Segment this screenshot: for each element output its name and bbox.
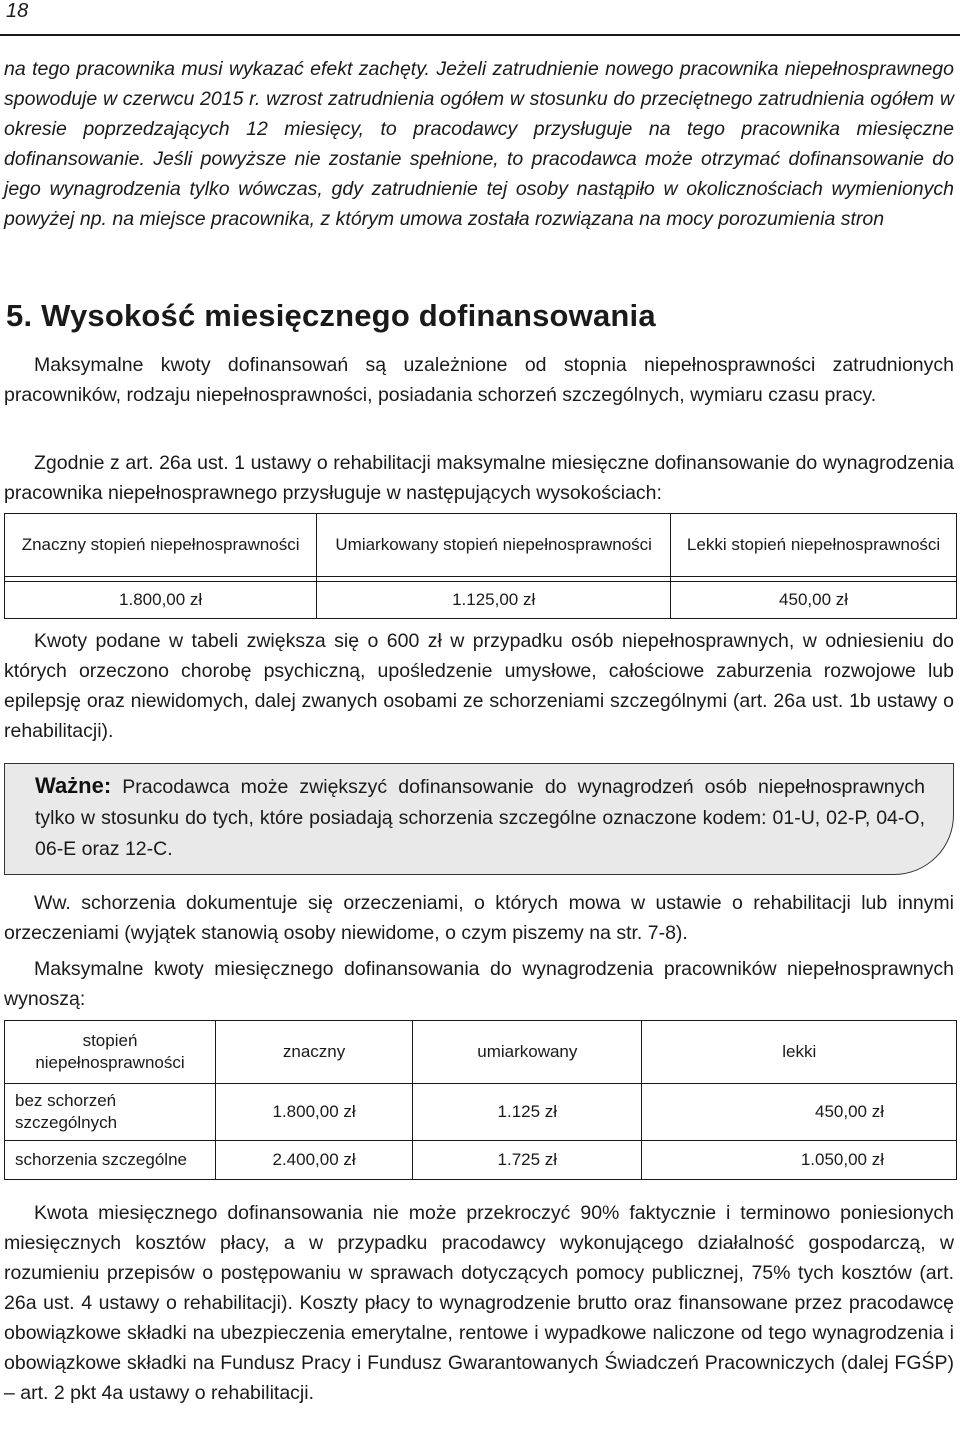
table-cell: 450,00 zł [671,582,957,619]
table-cell: 450,00 zł [642,1084,957,1141]
section-heading: 5. Wysokość miesięcznego dofinansowania [6,298,656,333]
table-cell: 1.725 zł [413,1141,642,1180]
paragraph-max-monthly: Maksymalne kwoty miesięcznego dofinansowania do wynagrodzenia pracowników niepełnosprawnych wynoszą: [4,958,954,1010]
amounts-table [4,513,957,619]
paragraph-legal-basis: Zgodnie z art. 26a ust. 1 ustawy o rehabilitacji maksymalne miesięczne dofinansowanie do wynagrodzenia pracownika niepełnosprawnego przysługuje w następujących wysokościach: [4,452,954,504]
table-cell: 2.400,00 zł [216,1141,413,1180]
table-row-label: schorzenia szczególne [5,1141,216,1180]
table-cell: 1.800,00 zł [216,1084,413,1141]
table-header-cell: umiarkowany [413,1021,642,1084]
header-rule [0,34,960,36]
table-row-label: bez schorzeń szczególnych [5,1084,216,1141]
table-header-cell: lekki [642,1021,957,1084]
callout-body [35,770,925,865]
table-header-cell: stopień niepełnosprawności [5,1021,216,1084]
important-callout [4,763,954,875]
paragraph-increase: Kwoty podane w tabeli zwiększa się o 600 zł w przypadku osób niepełnosprawnych, w odniesieniu do których orzeczono chorobę psychiczną, upośledzenie umysłowe, całościowe zaburzenia rozwojowe lub epilepsję oraz niewidomych, dalej zwanych osobami ze schorzeniami szczególnymi (art. 26a ust. 1b ustawy o rehabilitacji). [4,630,954,742]
callout-text: Pracodawca może zwiększyć dofinansowanie do wynagrodzeń osób niepełnosprawnych tylko w stosunku do tych, które posiadają schorzenia szczególne oznaczone kodem: 01-U, 02-P, 04-O, 06-E oraz 12-C. [35,776,925,860]
table-header-cell: Lekki stopień niepełnosprawności [671,514,957,577]
table-header-cell: znaczny [216,1021,413,1084]
paragraph-documentation: Ww. schorzenia dokumentuje się orzeczeniami, o których mowa w ustawie o rehabilitacji lub innymi orzeczeniami (wyjątek stanowią osoby niewidome, o czym piszemy na str. 7-8). [4,892,954,944]
intro-paragraph: na tego pracownika musi wykazać efekt zachęty. Jeżeli zatrudnienie nowego pracownika niepełnosprawnego spowoduje w czerwcu 2015 r. wzrost zatrudnienia ogółem w stosunku do przeciętnego zatrudnienia ogółem w okresie poprzedzających 12 miesięcy, to pracodawcy przysługuje na tego pracownika miesięczne dofinansowanie. Jeśli powyższe nie zostanie spełnione, to pracodawca może otrzymać dofinansowanie do jego wynagrodzenia tylko wówczas, gdy zatrudnienie tej osoby nastąpiło w okolicznościach wymienionych powyżej np. na miejsce pracownika, z którym umowa została rozwiązana na mocy porozumienia stron [4,58,954,230]
paragraph-max-amounts: Maksymalne kwoty dofinansowań są uzależnione od stopnia niepełnosprawności zatrudnionych pracowników, rodzaju niepełnosprawności, posiadania schorzeń szczególnych, wymiaru czasu pracy. [4,354,954,406]
table-cell: 1.125 zł [413,1084,642,1141]
paragraph-limits: Kwota miesięcznego dofinansowania nie może przekroczyć 90% faktycznie i terminowo poniesionych miesięcznych kosztów płacy, a w przypadku pracodawcy wykonującego działalność gospodarczą, w rozumieniu przepisów o postępowaniu w sprawach dotyczących pomocy publicznej, 75% tych kosztów (art. 26a ust. 4 ustawy o rehabilitacji). Koszty płacy to wynagrodzenie brutto oraz finansowane przez pracodawcę obowiązkowe składki na ubezpieczenia emerytalne, rentowe i wypadkowe naliczone od tego wynagrodzenia i obowiązkowe składki na Fundusz Pracy i Fundusz Gwarantowanych Świadczeń Pracowniczych (dalej FGŚP) – art. 2 pkt 4a ustawy o rehabilitacji. [4,1202,954,1404]
page-number: 18 [6,0,29,22]
table-cell: 1.800,00 zł [5,582,317,619]
callout-label: Ważne: [35,773,112,798]
table-header-cell: Umiarkowany stopień niepełnosprawności [317,514,671,577]
table-cell: 1.050,00 zł [642,1141,957,1180]
amounts-matrix-table [4,1020,957,1180]
table-cell: 1.125,00 zł [317,582,671,619]
table-header-cell: Znaczny stopień niepełnosprawności [5,514,317,577]
